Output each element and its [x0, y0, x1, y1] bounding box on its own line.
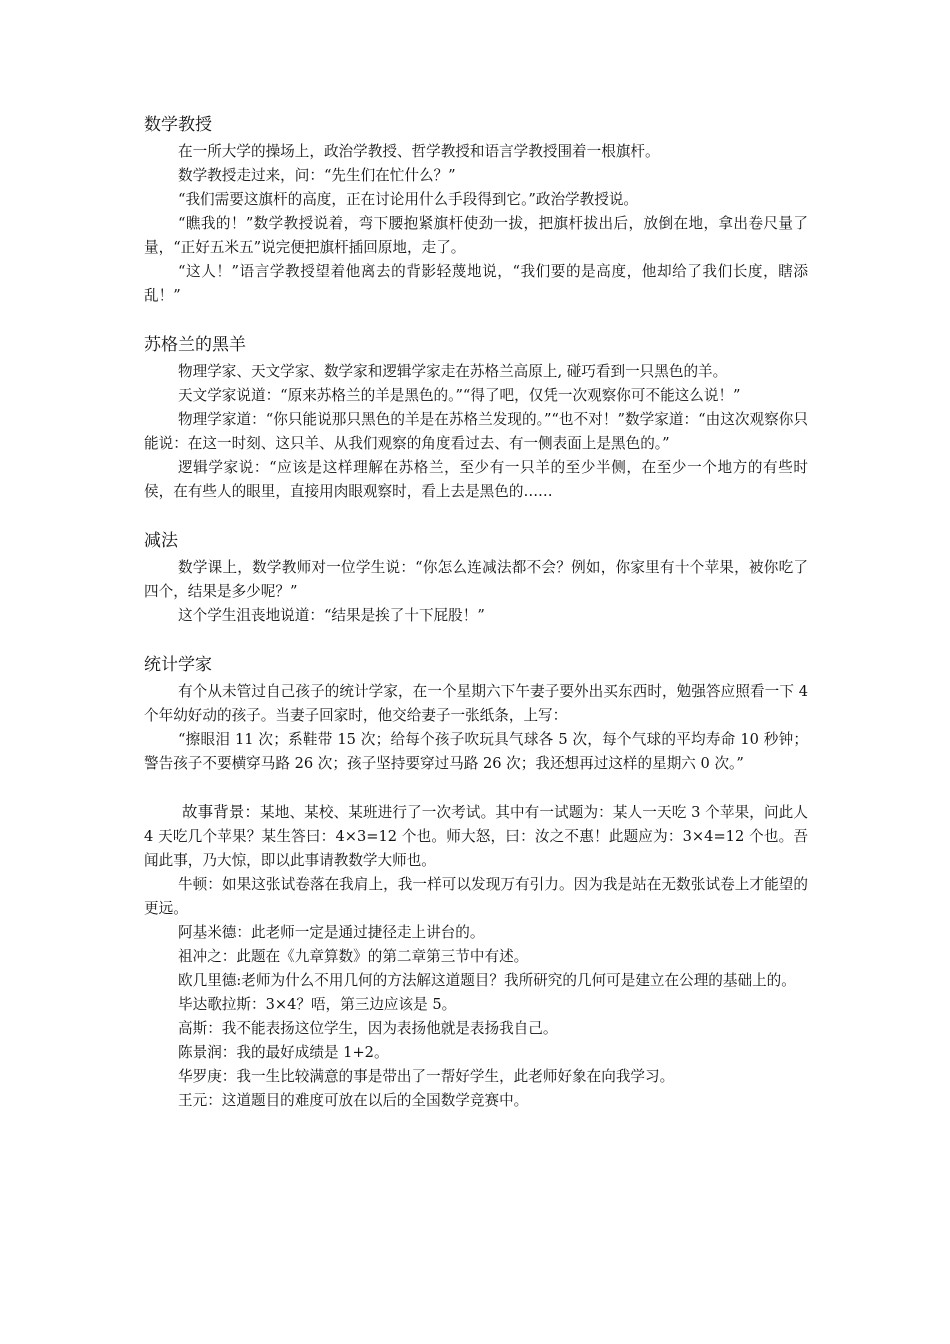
- section-black-sheep: [144, 332, 808, 504]
- paragraph: 天文学家说道：“原来苏格兰的羊是黑色的。”“得了吧，仅凭一次观察你可不能这么说！”: [178, 387, 741, 404]
- paragraph: 物理学家道：“你只能说那只黑色的羊是在苏格兰发现的。”“也不对！”数学家道：“由这次观察你只能说：在这一时刻、这只羊、从我们观察的角度看过去、有一侧表面上是黑色的。”: [144, 411, 808, 452]
- paragraph: 王元：这道题目的难度可放在以后的全国数学竞赛中。: [178, 1092, 529, 1109]
- paragraph: 有个从未管过自己孩子的统计学家，在一个星期六下午妻子要外出买东西时，勉强答应照看一下 4 个年幼好动的孩子。当妻子回家时，他交给妻子一张纸条，上写：: [144, 683, 808, 724]
- story-text: 某地、某校、某班进行了一次考试。其中有一试题为：某人一天吃 3 个苹果，问此人 4 天吃几个苹果？某生答曰：4×3=12 个也。师大怒，曰：汝之不惠！此题应为：3×4=12 个也。吾闻此事，乃大惊，即以此事请教数学大师也。: [144, 804, 808, 869]
- section-story-background: [144, 800, 808, 1113]
- section-title: 数学教授: [144, 115, 212, 135]
- section-title: 苏格兰的黑羊: [144, 335, 246, 355]
- paragraph: “我们需要这旗杆的高度，正在讨论用什么手段得到它。”政治学教授说。: [178, 191, 639, 208]
- paragraph: 逻辑学家说：“应该是这样理解在苏格兰，至少有一只羊的至少半侧，在至少一个地方的有些时侯，在有些人的眼里，直接用肉眼观察时，看上去是黑色的……: [144, 459, 808, 500]
- paragraph: 物理学家、天文学家、数学家和逻辑学家走在苏格兰高原上, 碰巧看到一只黑色的羊。: [178, 363, 728, 380]
- paragraph: [144, 800, 808, 873]
- paragraph: 数学教授走过来，问：“先生们在忙什么？”: [178, 167, 456, 184]
- paragraph: 在一所大学的操场上，政治学教授、哲学教授和语言学教授围着一根旗杆。: [178, 143, 660, 160]
- paragraph: 毕达歌拉斯：3×4？唔，第三边应该是 5。: [178, 996, 457, 1013]
- paragraph: 牛顿：如果这张试卷落在我肩上，我一样可以发现万有引力。因为我是站在无数张试卷上才能望的更远。: [144, 876, 808, 917]
- paragraph: 高斯：我不能表扬这位学生，因为表扬他就是表扬我自己。: [178, 1020, 558, 1037]
- paragraph: 祖冲之：此题在《九章算数》的第二章第三节中有述。: [178, 948, 529, 965]
- section-subtraction: [144, 528, 808, 628]
- paragraph: 欧几里德:老师为什么不用几何的方法解这道题目？我所研究的几何可是建立在公理的基础上的。: [178, 972, 796, 989]
- paragraph: “瞧我的！”数学教授说着，弯下腰抱紧旗杆使劲一拔，把旗杆拔出后，放倒在地，拿出卷尺量了量，“正好五米五”说完便把旗杆插回原地，走了。: [144, 215, 808, 256]
- section-statistician: [144, 652, 808, 776]
- paragraph: “这人！”语言学教授望着他离去的背影轻蔑地说，“我们要的是高度，他却给了我们长度，瞎添乱！”: [144, 263, 808, 304]
- paragraph: “擦眼泪 11 次；系鞋带 15 次；给每个孩子吹玩具气球各 5 次，每个气球的平均寿命 10 秒钟；警告孩子不要横穿马路 26 次；孩子坚持要穿过马路 26 次；我还想再过这样的星期六 0 次。”: [144, 731, 808, 772]
- paragraph: 阿基米德：此老师一定是通过捷径走上讲台的。: [178, 924, 485, 941]
- paragraph: 数学课上，数学教师对一位学生说：“你怎么连减法都不会？例如，你家里有十个苹果，被你吃了四个，结果是多少呢？”: [144, 559, 808, 600]
- paragraph: 华罗庚：我一生比较满意的事是带出了一帮好学生，此老师好象在向我学习。: [178, 1068, 675, 1085]
- paragraph: 这个学生沮丧地说道：“结果是挨了十下屁股！”: [178, 607, 485, 624]
- story-lead: 故事背景：: [182, 803, 261, 821]
- document-page: [144, 112, 808, 1113]
- paragraph: 陈景润：我的最好成绩是 1+2。: [178, 1044, 389, 1061]
- section-math-professor: [144, 112, 808, 308]
- section-title: 统计学家: [144, 655, 212, 675]
- section-title: 减法: [144, 531, 178, 551]
